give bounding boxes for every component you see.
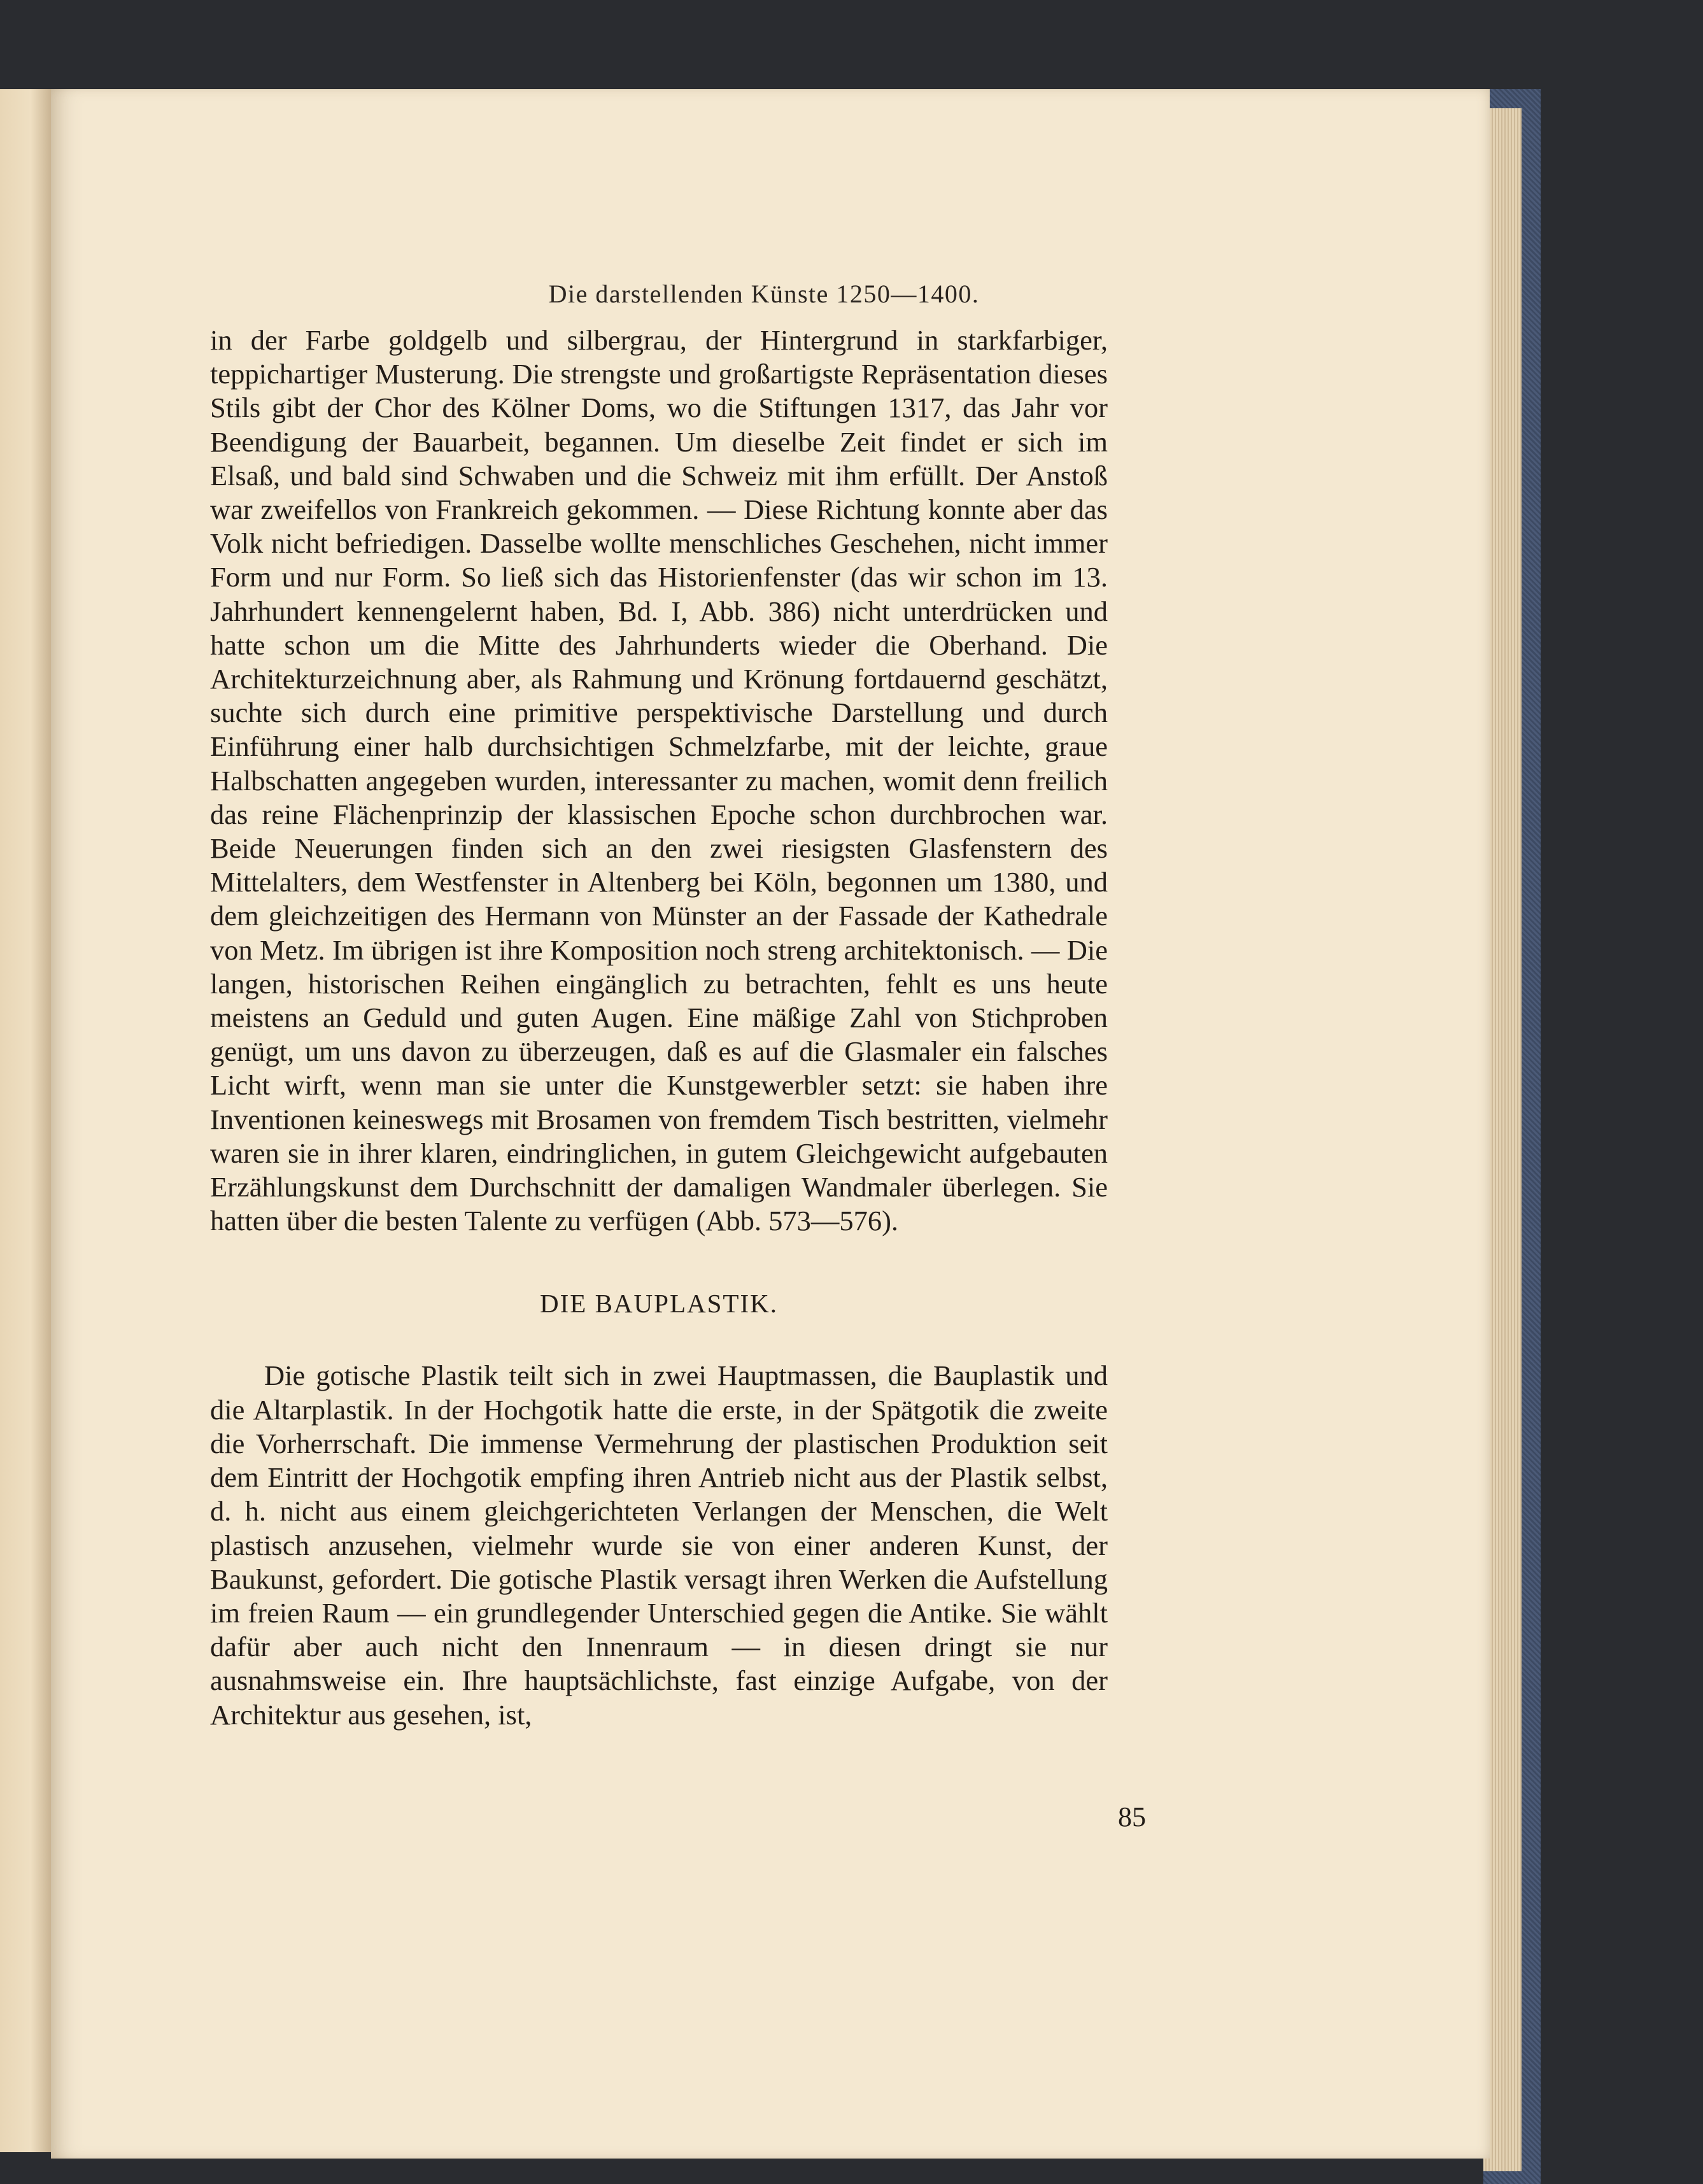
page-number: 85 xyxy=(1118,1801,1146,1833)
body-text xyxy=(210,323,1108,1732)
paragraph-1: in der Farbe goldgelb und silbergrau, der Hintergrund in starkfarbiger, teppichartiger Musterung. Die strengste und großartigste Repräsentation dieses Stils gibt der Chor des Kölner Doms, wo die Stiftungen 1317, das Jahr vor Beendigung der Bauarbeit, begannen. Um dieselbe Zeit findet er sich im Elsaß, und bald sind Schwaben und die Schweiz mit ihm erfüllt. Der Anstoß war zweifellos von Frankreich gekommen. — Diese Richtung konnte aber das Volk nicht befriedigen. Dasselbe wollte menschliches Geschehen, nicht immer Form und nur Form. So ließ sich das Historienfenster (das wir schon im 13. Jahrhundert kennengelernt haben, Bd. I, Abb. 386) nicht unterdrücken und hatte schon um die Mitte des Jahrhunderts wieder die Oberhand. Die Architekturzeichnung aber, als Rahmung und Krönung fortdauernd geschätzt, suchte sich durch eine primitive perspektivische Darstellung und durch Einführung einer halb durchsichtigen Schmelzfarbe, mit der leichte, graue Halbschatten angegeben wurden, interessanter zu machen, womit denn freilich das reine Flächenprinzip der klassischen Epoche schon durchbrochen war. Beide Neuerungen finden sich an den zwei riesigsten Glasfenstern des Mittelalters, dem Westfenster in Altenberg bei Köln, begonnen um 1380, und dem gleichzeitigen des Hermann von Münster an der Fassade der Kathedrale von Metz. Im übrigen ist ihre Komposition noch streng architektonisch. — Die langen, historischen Reihen eingänglich zu betrachten, fehlt es uns heute meistens an Geduld und guten Augen. Eine mäßige Zahl von Stichproben genügt, um uns davon zu überzeugen, daß es auf die Glasmaler ein falsches Licht wirft, wenn man sie unter die Kunstgewerbler setzt: sie haben ihre Inventionen keineswegs mit Brosamen von fremdem Tisch bestritten, vielmehr waren sie in ihrer klaren, eindringlichen, in gutem Gleichgewicht aufgebauten Erzählungskunst dem Durchschnitt der damaligen Wandmaler überlegen. Sie hatten über die besten Talente zu verfügen (Abb. 573—576). xyxy=(210,324,1108,1237)
running-head: Die darstellenden Künste 1250—1400. xyxy=(548,280,980,308)
section-title: DIE BAUPLASTIK. xyxy=(540,1289,778,1319)
paragraph-2: Die gotische Plastik teilt sich in zwei Hauptmassen, die Bauplastik und die Altarplastik. In der Hochgotik hatte die erste, in der Spätgotik die zweite die Vorherrschaft. Die immense Vermehrung der plastischen Produktion seit dem Eintritt der Hochgotik empfing ihren Antrieb nicht aus der Plastik selbst, d. h. nicht aus einem gleichgerichteten Verlangen der Menschen, die Welt plastisch anzusehen, vielmehr wurde sie von einer anderen Kunst, der Baukunst, gefordert. Die gotische Plastik versagt ihren Werken die Aufstellung im freien Raum — ein grundlegender Unterschied gegen die Antike. Sie wählt dafür aber auch nicht den Innenraum — in diesen dringt sie nur ausnahmsweise ein. Ihre hauptsächlichste, fast einzige Aufgabe, von der Architektur aus gesehen, ist, xyxy=(210,1359,1108,1731)
facing-page-edge xyxy=(0,89,51,2152)
